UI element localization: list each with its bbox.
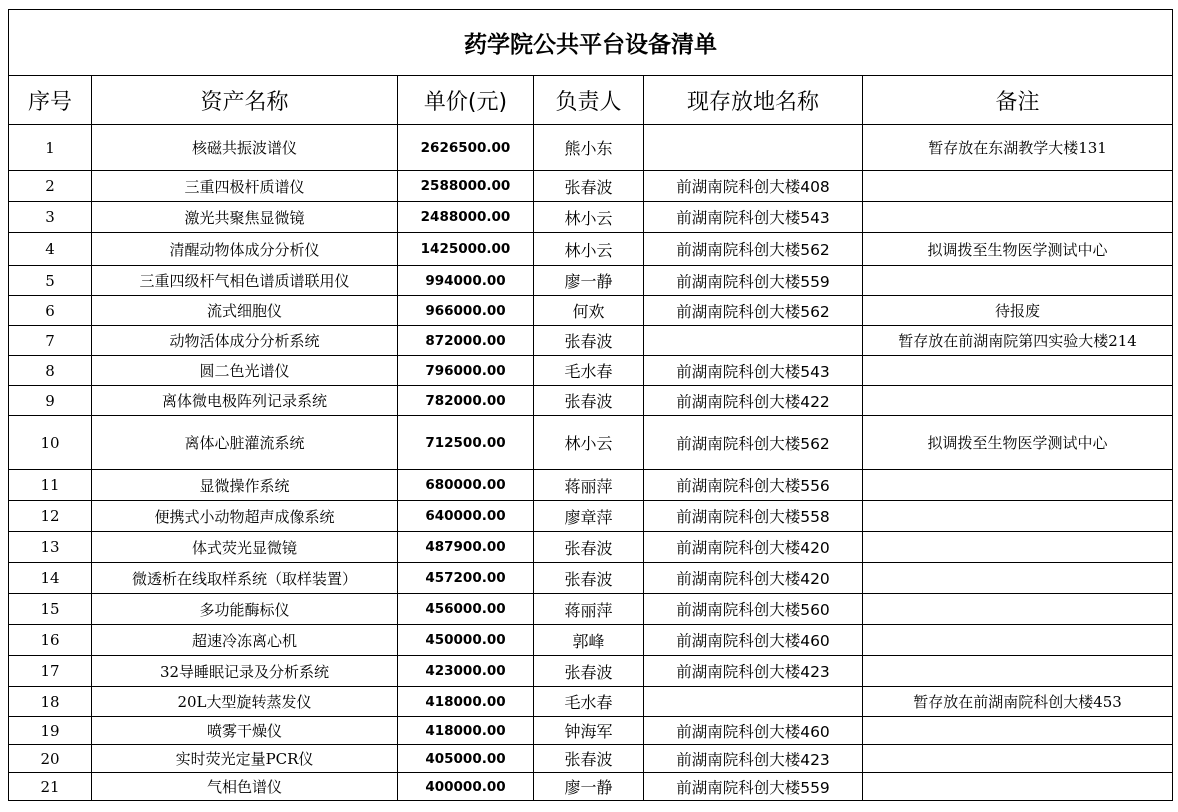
cell-location: 前湖南院科创大楼423 [644, 745, 863, 773]
cell-location: 前湖南院科创大楼562 [644, 296, 863, 326]
cell-no: 17 [9, 656, 92, 687]
cell-asset-name: 喷雾干燥仪 [92, 717, 398, 745]
cell-location: 前湖南院科创大楼560 [644, 594, 863, 625]
cell-no: 9 [9, 386, 92, 416]
cell-unit-price: 872000.00 [398, 326, 534, 356]
cell-unit-price: 1425000.00 [398, 233, 534, 266]
equipment-sheet [8, 9, 1172, 801]
cell-note [863, 202, 1173, 233]
cell-asset-name: 20L大型旋转蒸发仪 [92, 687, 398, 717]
cell-person: 何欢 [534, 296, 644, 326]
cell-location: 前湖南院科创大楼562 [644, 233, 863, 266]
table-row [9, 356, 1173, 386]
cell-person: 张春波 [534, 745, 644, 773]
cell-location: 前湖南院科创大楼420 [644, 532, 863, 563]
cell-no: 18 [9, 687, 92, 717]
cell-no: 3 [9, 202, 92, 233]
cell-unit-price: 782000.00 [398, 386, 534, 416]
table-row [9, 386, 1173, 416]
cell-unit-price: 2488000.00 [398, 202, 534, 233]
cell-note [863, 532, 1173, 563]
cell-person: 熊小东 [534, 125, 644, 171]
cell-location [644, 326, 863, 356]
cell-person: 林小云 [534, 416, 644, 470]
cell-person: 林小云 [534, 233, 644, 266]
cell-asset-name: 便携式小动物超声成像系统 [92, 501, 398, 532]
cell-no: 2 [9, 171, 92, 202]
table-row [9, 773, 1173, 801]
cell-unit-price: 450000.00 [398, 625, 534, 656]
cell-unit-price: 2588000.00 [398, 171, 534, 202]
cell-person: 廖一静 [534, 266, 644, 296]
table-row [9, 625, 1173, 656]
cell-location: 前湖南院科创大楼460 [644, 625, 863, 656]
cell-note [863, 501, 1173, 532]
cell-asset-name: 流式细胞仪 [92, 296, 398, 326]
table-row [9, 266, 1173, 296]
cell-person: 郭峰 [534, 625, 644, 656]
cell-unit-price: 680000.00 [398, 470, 534, 501]
column-header-no: 序号 [9, 76, 92, 125]
table-row [9, 171, 1173, 202]
cell-no: 15 [9, 594, 92, 625]
table-row [9, 717, 1173, 745]
cell-note: 暂存放在前湖南院第四实验大楼214 [863, 326, 1173, 356]
cell-location: 前湖南院科创大楼423 [644, 656, 863, 687]
cell-asset-name: 圆二色光谱仪 [92, 356, 398, 386]
table-row [9, 594, 1173, 625]
cell-unit-price: 796000.00 [398, 356, 534, 386]
cell-asset-name: 动物活体成分分析系统 [92, 326, 398, 356]
cell-person: 蒋丽萍 [534, 470, 644, 501]
table-row [9, 326, 1173, 356]
cell-asset-name: 体式荧光显微镜 [92, 532, 398, 563]
cell-location: 前湖南院科创大楼408 [644, 171, 863, 202]
cell-no: 19 [9, 717, 92, 745]
cell-location: 前湖南院科创大楼556 [644, 470, 863, 501]
cell-no: 4 [9, 233, 92, 266]
cell-location: 前湖南院科创大楼559 [644, 773, 863, 801]
cell-asset-name: 清醒动物体成分分析仪 [92, 233, 398, 266]
cell-no: 8 [9, 356, 92, 386]
table-row [9, 656, 1173, 687]
cell-unit-price: 487900.00 [398, 532, 534, 563]
cell-no: 7 [9, 326, 92, 356]
cell-note [863, 356, 1173, 386]
table-row [9, 687, 1173, 717]
cell-location: 前湖南院科创大楼562 [644, 416, 863, 470]
cell-no: 20 [9, 745, 92, 773]
cell-location: 前湖南院科创大楼460 [644, 717, 863, 745]
table-row [9, 416, 1173, 470]
cell-asset-name: 激光共聚焦显微镜 [92, 202, 398, 233]
column-header-note: 备注 [863, 76, 1173, 125]
equipment-table [8, 9, 1173, 801]
cell-person: 张春波 [534, 386, 644, 416]
cell-unit-price: 640000.00 [398, 501, 534, 532]
table-row [9, 233, 1173, 266]
column-header-person: 负责人 [534, 76, 644, 125]
cell-unit-price: 400000.00 [398, 773, 534, 801]
cell-unit-price: 457200.00 [398, 563, 534, 594]
cell-asset-name: 三重四极杆质谱仪 [92, 171, 398, 202]
cell-unit-price: 405000.00 [398, 745, 534, 773]
header-row [9, 76, 1173, 125]
cell-asset-name: 微透析在线取样系统（取样装置） [92, 563, 398, 594]
cell-no: 13 [9, 532, 92, 563]
cell-location [644, 687, 863, 717]
cell-note [863, 625, 1173, 656]
cell-no: 11 [9, 470, 92, 501]
cell-note [863, 594, 1173, 625]
table-row [9, 125, 1173, 171]
cell-no: 6 [9, 296, 92, 326]
cell-note [863, 386, 1173, 416]
cell-asset-name: 多功能酶标仪 [92, 594, 398, 625]
column-header-unit-price: 单价(元) [398, 76, 534, 125]
table-row [9, 470, 1173, 501]
table-row [9, 745, 1173, 773]
cell-note: 暂存放在前湖南院科创大楼453 [863, 687, 1173, 717]
cell-person: 林小云 [534, 202, 644, 233]
cell-no: 12 [9, 501, 92, 532]
cell-asset-name: 超速冷冻离心机 [92, 625, 398, 656]
cell-note [863, 563, 1173, 594]
cell-person: 钟海军 [534, 717, 644, 745]
cell-location: 前湖南院科创大楼543 [644, 356, 863, 386]
cell-unit-price: 966000.00 [398, 296, 534, 326]
cell-note [863, 745, 1173, 773]
cell-asset-name: 离体心脏灌流系统 [92, 416, 398, 470]
cell-asset-name: 三重四级杆气相色谱质谱联用仪 [92, 266, 398, 296]
cell-unit-price: 423000.00 [398, 656, 534, 687]
cell-asset-name: 显微操作系统 [92, 470, 398, 501]
cell-asset-name: 32导睡眠记录及分析系统 [92, 656, 398, 687]
cell-note: 暂存放在东湖教学大楼131 [863, 125, 1173, 171]
cell-note: 拟调拨至生物医学测试中心 [863, 233, 1173, 266]
cell-no: 14 [9, 563, 92, 594]
cell-person: 毛水春 [534, 356, 644, 386]
table-row [9, 532, 1173, 563]
table-row [9, 202, 1173, 233]
table-row [9, 501, 1173, 532]
cell-no: 21 [9, 773, 92, 801]
cell-unit-price: 712500.00 [398, 416, 534, 470]
cell-person: 张春波 [534, 171, 644, 202]
cell-person: 廖章萍 [534, 501, 644, 532]
cell-person: 张春波 [534, 326, 644, 356]
cell-note [863, 773, 1173, 801]
cell-note [863, 171, 1173, 202]
cell-unit-price: 456000.00 [398, 594, 534, 625]
cell-location: 前湖南院科创大楼558 [644, 501, 863, 532]
cell-asset-name: 实时荧光定量PCR仪 [92, 745, 398, 773]
cell-no: 1 [9, 125, 92, 171]
column-header-asset-name: 资产名称 [92, 76, 398, 125]
cell-location: 前湖南院科创大楼420 [644, 563, 863, 594]
cell-person: 毛水春 [534, 687, 644, 717]
table-body [9, 125, 1173, 801]
cell-note [863, 266, 1173, 296]
cell-person: 廖一静 [534, 773, 644, 801]
cell-note [863, 656, 1173, 687]
cell-location: 前湖南院科创大楼543 [644, 202, 863, 233]
cell-asset-name: 核磁共振波谱仪 [92, 125, 398, 171]
cell-asset-name: 离体微电极阵列记录系统 [92, 386, 398, 416]
cell-person: 蒋丽萍 [534, 594, 644, 625]
cell-unit-price: 418000.00 [398, 687, 534, 717]
table-row [9, 563, 1173, 594]
cell-note [863, 717, 1173, 745]
cell-note [863, 470, 1173, 501]
cell-unit-price: 994000.00 [398, 266, 534, 296]
sheet-title: 药学院公共平台设备清单 [9, 10, 1173, 76]
cell-person: 张春波 [534, 532, 644, 563]
cell-asset-name: 气相色谱仪 [92, 773, 398, 801]
cell-location [644, 125, 863, 171]
cell-no: 16 [9, 625, 92, 656]
cell-location: 前湖南院科创大楼422 [644, 386, 863, 416]
column-header-location: 现存放地名称 [644, 76, 863, 125]
cell-person: 张春波 [534, 563, 644, 594]
cell-no: 5 [9, 266, 92, 296]
table-row [9, 296, 1173, 326]
cell-person: 张春波 [534, 656, 644, 687]
cell-unit-price: 2626500.00 [398, 125, 534, 171]
cell-location: 前湖南院科创大楼559 [644, 266, 863, 296]
cell-unit-price: 418000.00 [398, 717, 534, 745]
cell-note: 拟调拨至生物医学测试中心 [863, 416, 1173, 470]
cell-no: 10 [9, 416, 92, 470]
cell-note: 待报废 [863, 296, 1173, 326]
